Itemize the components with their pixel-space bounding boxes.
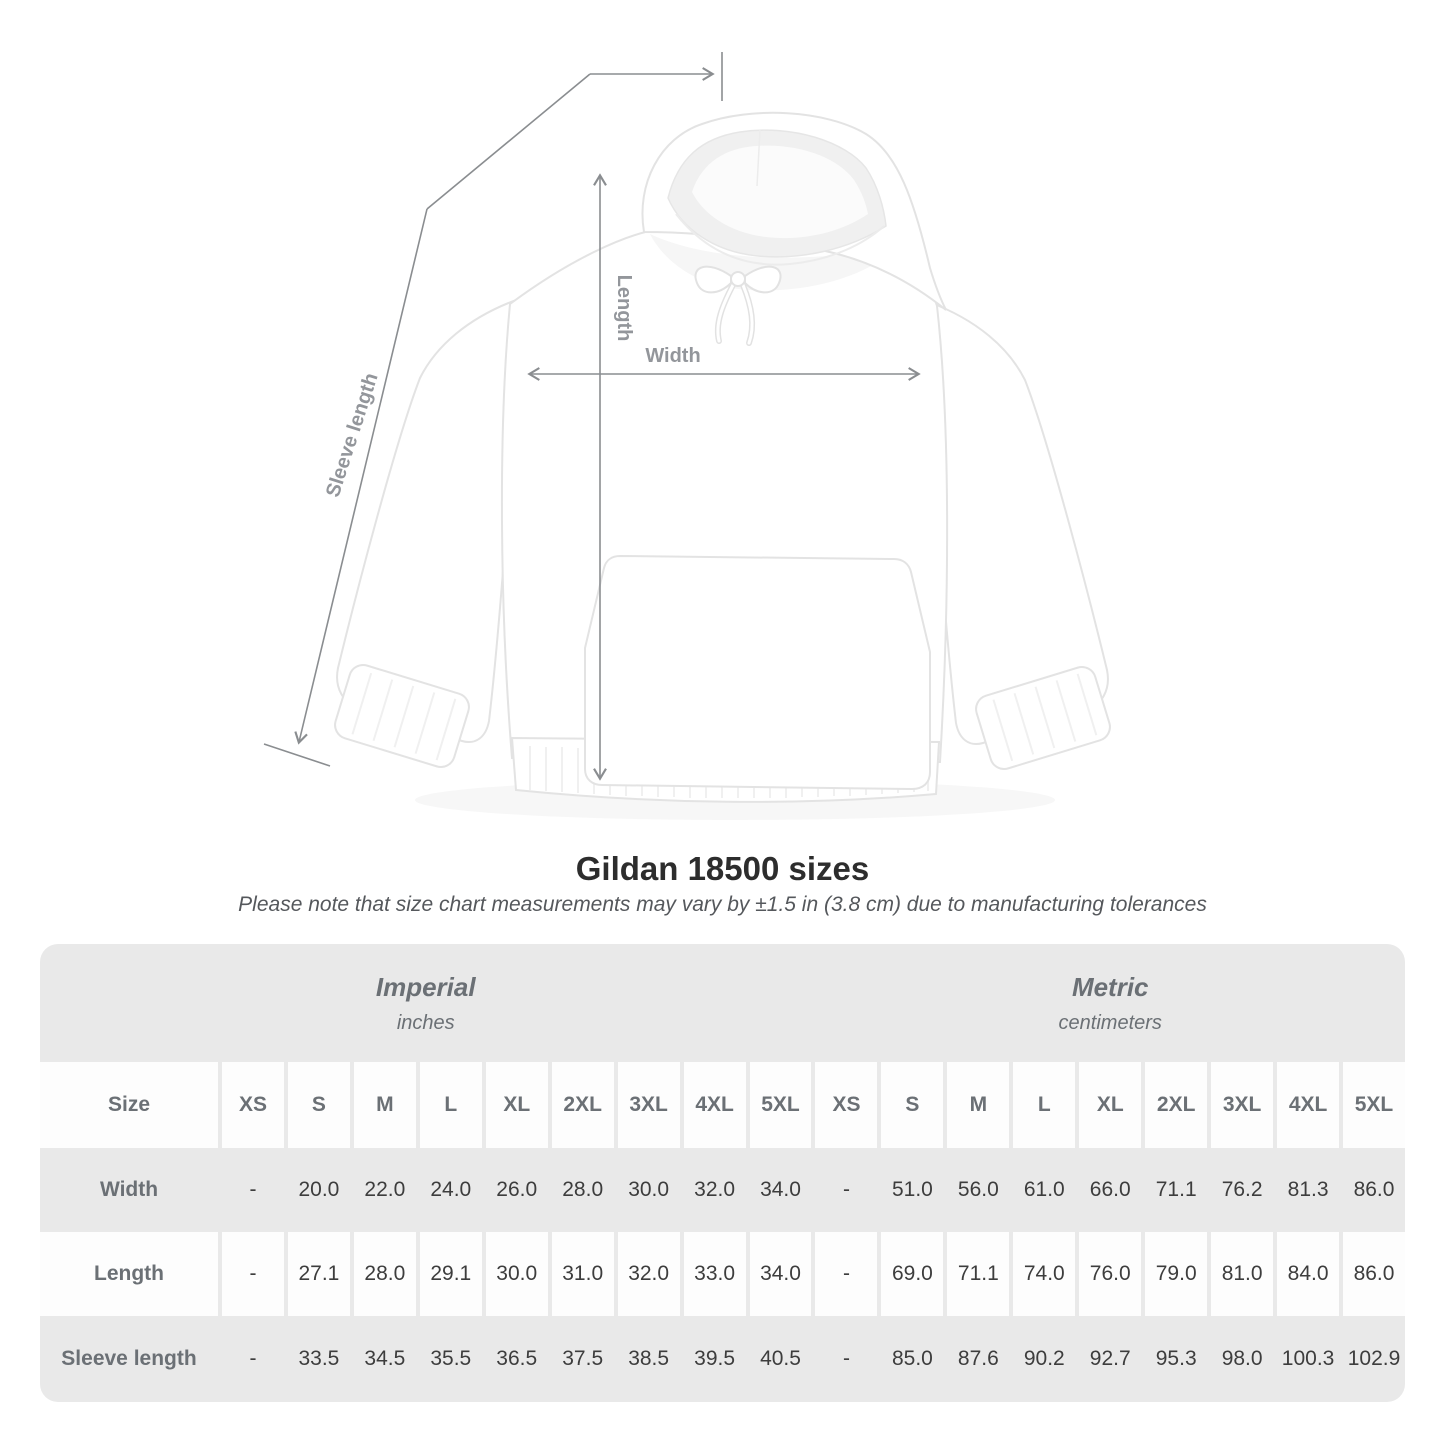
value-cell: 61.0 — [1023, 1178, 1065, 1201]
value-cell: 98.0 — [1221, 1347, 1263, 1370]
imperial-label: Imperial — [375, 971, 476, 1002]
size-header-imperial-4xl: 4XL — [684, 1062, 746, 1148]
value-cell: - — [842, 1347, 850, 1370]
sleeve-length-label: Sleeve length — [321, 370, 383, 500]
size-header-metric-4xl: 4XL — [1277, 1062, 1339, 1148]
size-header-imperial-3xl: 3XL — [618, 1062, 680, 1148]
value-cell: 24.0 — [430, 1178, 472, 1201]
page-subtitle: Please note that size chart measurements may vary by ±1.5 in (3.8 cm) due to manufacturing tolerances — [238, 893, 1207, 916]
size-header-imperial-m: M — [354, 1062, 416, 1148]
value-cell: 28.0 — [562, 1178, 604, 1201]
value-cell: 90.2 — [1023, 1347, 1065, 1370]
value-cell: 81.0 — [1211, 1232, 1273, 1316]
size-header-imperial-s: S — [288, 1062, 350, 1148]
metric-unit: centimeters — [1058, 1011, 1162, 1034]
value-cell: 87.6 — [957, 1347, 999, 1370]
value-cell: 28.0 — [354, 1232, 416, 1316]
value-cell: 38.5 — [628, 1347, 670, 1370]
value-cell: 81.3 — [1287, 1178, 1329, 1201]
value-cell: 102.9 — [1347, 1347, 1401, 1370]
value-cell: - — [842, 1178, 850, 1201]
value-cell: - — [815, 1232, 877, 1316]
shoulder-extension-line — [427, 74, 590, 209]
value-cell: - — [222, 1232, 284, 1316]
length-label: Length — [613, 274, 635, 342]
width-label: Width — [645, 345, 701, 367]
value-cell: 95.3 — [1155, 1347, 1197, 1370]
sleeve-end-tick — [264, 744, 330, 766]
value-cell: 85.0 — [891, 1347, 933, 1370]
value-cell: 27.1 — [288, 1232, 350, 1316]
size-header-imperial-5xl: 5XL — [750, 1062, 812, 1148]
size-header-imperial-xs: XS — [222, 1062, 284, 1148]
value-cell: 36.5 — [496, 1347, 538, 1370]
hoodie-illustration — [332, 113, 1114, 820]
value-cell: 76.0 — [1079, 1232, 1141, 1316]
value-cell: 92.7 — [1089, 1347, 1131, 1370]
hoodie-pocket — [585, 556, 930, 789]
value-cell: 66.0 — [1089, 1178, 1131, 1201]
size-header-metric-l: L — [1013, 1062, 1075, 1148]
value-cell: 33.0 — [684, 1232, 746, 1316]
value-cell: - — [249, 1178, 257, 1201]
size-header-metric-2xl: 2XL — [1145, 1062, 1207, 1148]
value-cell: 22.0 — [364, 1178, 406, 1201]
imperial-unit: inches — [396, 1011, 455, 1034]
value-cell: 32.0 — [618, 1232, 680, 1316]
size-header-metric-s: S — [881, 1062, 943, 1148]
size-header-imperial-2xl: 2XL — [552, 1062, 614, 1148]
value-cell: 31.0 — [552, 1232, 614, 1316]
value-cell: 71.1 — [947, 1232, 1009, 1316]
value-cell: 51.0 — [891, 1178, 933, 1201]
value-cell: 40.5 — [760, 1347, 801, 1370]
page-title: Gildan 18500 sizes — [575, 850, 870, 887]
value-cell: 30.0 — [628, 1178, 670, 1201]
value-cell: 71.1 — [1155, 1178, 1197, 1201]
imperial-group-header — [40, 944, 811, 1062]
value-cell: 84.0 — [1277, 1232, 1339, 1316]
value-cell: 56.0 — [957, 1178, 999, 1201]
value-cell: 26.0 — [496, 1178, 538, 1201]
size-column-header: Size — [40, 1062, 218, 1148]
row-label-length: Length — [40, 1232, 218, 1316]
size-header-metric-m: M — [947, 1062, 1009, 1148]
value-cell: 69.0 — [881, 1232, 943, 1316]
value-cell: 37.5 — [562, 1347, 604, 1370]
size-header-imperial-l: L — [420, 1062, 482, 1148]
value-cell: 32.0 — [694, 1178, 736, 1201]
value-cell: 35.5 — [430, 1347, 472, 1370]
value-cell: 30.0 — [486, 1232, 548, 1316]
value-cell: 86.0 — [1343, 1232, 1405, 1316]
value-cell: 34.5 — [364, 1347, 406, 1370]
value-cell: 100.3 — [1281, 1347, 1335, 1370]
value-cell: - — [249, 1347, 257, 1370]
value-cell: 34.0 — [760, 1178, 801, 1201]
size-header-imperial-xl: XL — [486, 1062, 548, 1148]
row-label-width: Width — [99, 1178, 159, 1201]
value-cell: 86.0 — [1353, 1178, 1395, 1201]
size-header-metric-xl: XL — [1079, 1062, 1141, 1148]
value-cell: 33.5 — [298, 1347, 340, 1370]
metric-label: Metric — [1071, 971, 1149, 1002]
size-table — [40, 944, 1405, 1402]
value-cell: 74.0 — [1013, 1232, 1075, 1316]
value-cell: 20.0 — [298, 1178, 340, 1201]
value-cell: 76.2 — [1221, 1178, 1263, 1201]
size-header-metric-5xl: 5XL — [1343, 1062, 1405, 1148]
row-label-sleeve-length: Sleeve length — [61, 1347, 197, 1370]
size-header-metric-3xl: 3XL — [1211, 1062, 1273, 1148]
metric-group-header — [815, 944, 1405, 1062]
value-cell: 34.0 — [750, 1232, 812, 1316]
value-cell: 39.5 — [694, 1347, 736, 1370]
value-cell: 79.0 — [1145, 1232, 1207, 1316]
value-cell: 29.1 — [420, 1232, 482, 1316]
size-header-metric-xs: XS — [815, 1062, 877, 1148]
